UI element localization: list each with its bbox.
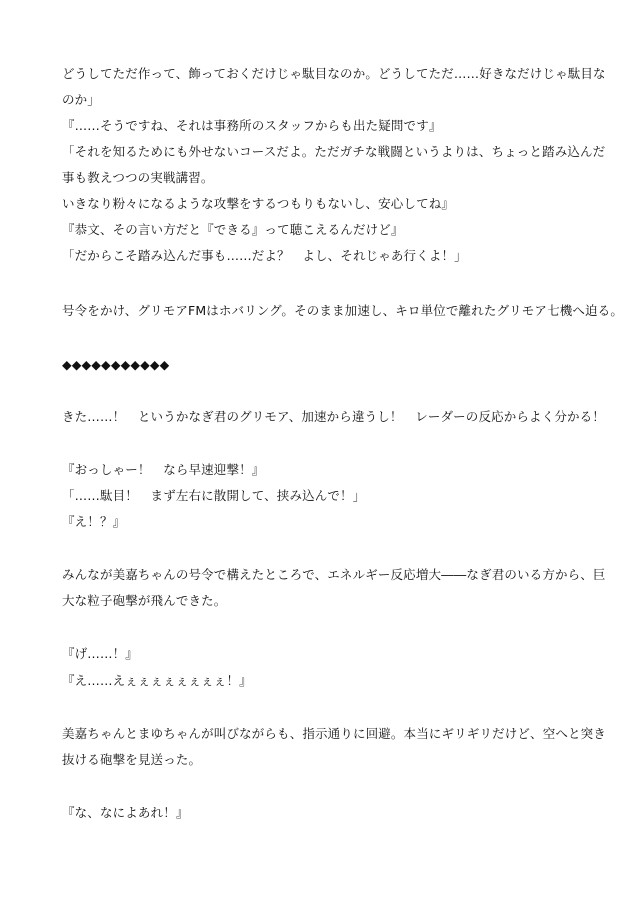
text-line: 『え！？』 bbox=[62, 514, 126, 529]
text-line: 大な粒子砲撃が飛んできた。 bbox=[62, 593, 227, 608]
text-line: 『恭文、その言い方だと『できる』って聴こえるんだけど』 bbox=[62, 222, 404, 237]
text-line: きた……！ というかなぎ君のグリモア、加速から違うし！ レーダーの反応からよく分かる！ bbox=[62, 409, 605, 424]
text-line: 「だからこそ踏み込んだ事も……だよ？ よし、それじゃあ行くよ！」 bbox=[62, 248, 467, 263]
text-line: 『え……えぇぇぇぇぇぇぇぇ！』 bbox=[62, 673, 252, 688]
text-line: 美嘉ちゃんとまゆちゃんが叫びながらも、指示通りに回避。本当にギリギリだけど、空へと突き bbox=[62, 726, 606, 741]
text-line: 「それを知るためにも外せないコースだよ。ただガチな戦闘というよりは、ちょっと踏み込んだ bbox=[62, 144, 606, 159]
text-line: 『おっしゃー！ なら早速迎撃！』 bbox=[62, 462, 265, 477]
text-line: どうしてただ作って、飾っておくだけじゃ駄目なのか。どうしてただ……好きなだけじゃ駄目な bbox=[62, 66, 606, 81]
text-line: 抜ける砲撃を見送った。 bbox=[62, 752, 202, 767]
section-divider: ◆◆◆◆◆◆◆◆◆◆◆ bbox=[62, 357, 170, 372]
text-line: 号令をかけ、グリモアFMはホバリング。そのまま加速し、キロ単位で離れたグリモア七機へ迫る。 bbox=[62, 303, 623, 318]
text-line: 『な、なによあれ！』 bbox=[62, 805, 189, 820]
text-line: のか」 bbox=[62, 92, 100, 107]
text-line: みんなが美嘉ちゃんの号令で構えたところで、エネルギー反応増大――なぎ君のいる方から、巨 bbox=[62, 567, 606, 582]
text-line: 事も教えつつの実戦講習。 bbox=[62, 170, 214, 185]
text-line: 『……そうですね、それは事務所のスタッフからも出た疑問です』 bbox=[62, 118, 442, 133]
text-line: 「……駄目！ まず左右に散開して、挟み込んで！」 bbox=[62, 488, 366, 503]
text-line: 『げ……！』 bbox=[62, 646, 138, 661]
text-line: いきなり粉々になるような攻撃をするつもりもないし、安心してね』 bbox=[62, 196, 455, 211]
